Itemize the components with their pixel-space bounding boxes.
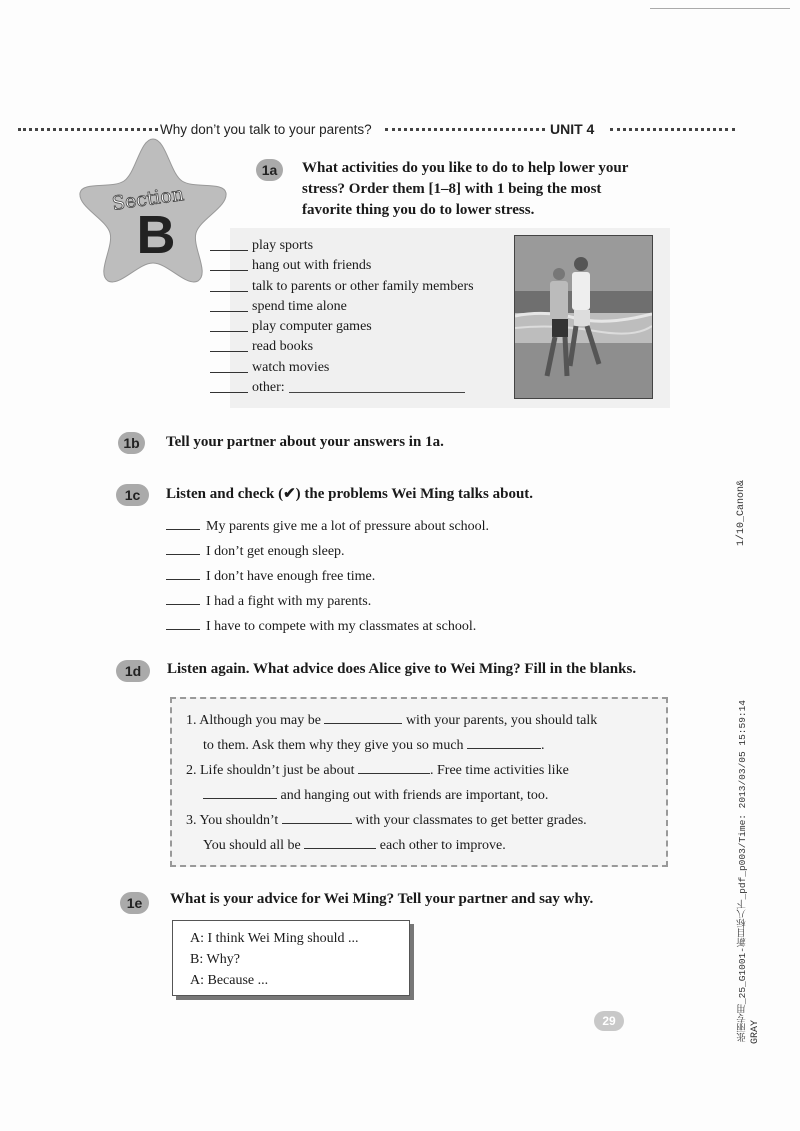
header-dots-middle bbox=[385, 128, 545, 131]
advice-text-part: each other to improve. bbox=[379, 838, 506, 853]
header-title: Why don’t you talk to your parents? bbox=[160, 122, 372, 137]
check-blank[interactable] bbox=[166, 540, 200, 555]
question-1d: Listen again. What advice does Alice give to Wei Ming? Fill in the blanks. bbox=[167, 661, 637, 677]
advice-line bbox=[186, 708, 656, 733]
section-letter: B bbox=[136, 205, 176, 265]
side-scan-label-top: 1/10_Canon& bbox=[736, 480, 747, 547]
activity-item bbox=[210, 256, 474, 276]
fill-blank[interactable] bbox=[358, 759, 430, 774]
activity-list bbox=[210, 236, 474, 398]
check-blank[interactable] bbox=[166, 590, 200, 605]
activity-item bbox=[210, 297, 474, 317]
badge-1d: 1d bbox=[116, 660, 150, 682]
question-1b: Tell your partner about your answers in 1a. bbox=[166, 434, 444, 450]
question-1c: Listen and check (✔) the problems Wei Ming talks about. bbox=[166, 486, 534, 502]
problem-item bbox=[166, 539, 489, 564]
problem-item bbox=[166, 614, 489, 639]
activity-label: other: bbox=[252, 380, 285, 396]
rank-blank[interactable] bbox=[210, 297, 248, 312]
advice-line bbox=[186, 758, 656, 783]
rank-blank[interactable] bbox=[210, 277, 248, 292]
header-dots-right bbox=[610, 128, 735, 131]
fill-blank[interactable] bbox=[324, 709, 402, 724]
advice-text-part: . bbox=[541, 738, 545, 753]
page-number: 29 bbox=[594, 1011, 624, 1031]
activity-item bbox=[210, 236, 474, 256]
advice-line bbox=[186, 733, 656, 758]
rank-blank[interactable] bbox=[210, 236, 248, 251]
advice-text-part: to them. Ask them why they give you so much bbox=[203, 738, 464, 753]
activity-label: spend time alone bbox=[252, 298, 347, 314]
check-blank[interactable] bbox=[166, 565, 200, 580]
header-unit: UNIT 4 bbox=[550, 121, 595, 137]
question-1a-line: favorite thing you do to lower stress. bbox=[302, 202, 535, 218]
advice-line bbox=[186, 808, 656, 833]
problem-item bbox=[166, 514, 489, 539]
advice-text-part: 2. Life shouldn’t just be about bbox=[186, 763, 355, 778]
badge-1b: 1b bbox=[118, 432, 145, 454]
advice-text-part: . Free time activities like bbox=[430, 763, 569, 778]
question-1e: What is your advice for Wei Ming? Tell your partner and say why. bbox=[170, 891, 594, 907]
advice-line bbox=[186, 783, 656, 808]
rank-blank[interactable] bbox=[210, 256, 248, 271]
activity-label: play computer games bbox=[252, 319, 372, 335]
scan-edge-line bbox=[650, 8, 790, 9]
advice-text-part: with your parents, you should talk bbox=[405, 713, 598, 728]
activity-item-other bbox=[210, 378, 474, 398]
fill-blank[interactable] bbox=[304, 834, 376, 849]
problem-label: I don’t have enough free time. bbox=[206, 569, 376, 584]
activity-label: read books bbox=[252, 339, 314, 355]
section-b-star-icon bbox=[78, 135, 228, 285]
question-1a-line: What activities do you like to do to help lower your bbox=[302, 160, 629, 176]
advice-text bbox=[186, 708, 656, 858]
problem-list bbox=[166, 514, 489, 639]
fill-blank[interactable] bbox=[467, 734, 541, 749]
advice-text-part: 3. You shouldn’t bbox=[186, 813, 279, 828]
activity-item bbox=[210, 277, 474, 297]
problem-label: I had a fight with my parents. bbox=[206, 594, 372, 609]
badge-1c: 1c bbox=[116, 484, 149, 506]
side-scan-label-gray: GRAY bbox=[750, 1020, 761, 1045]
advice-text-part: and hanging out with friends are important, too. bbox=[280, 788, 549, 803]
activity-item bbox=[210, 358, 474, 378]
header-dots-left bbox=[18, 128, 158, 131]
dialog-line: A: I think Wei Ming should ... bbox=[190, 931, 359, 946]
activity-label: watch movies bbox=[252, 359, 330, 375]
rank-blank[interactable] bbox=[210, 317, 248, 332]
rank-blank[interactable] bbox=[210, 358, 248, 373]
dialog-text bbox=[190, 928, 359, 991]
rank-blank[interactable] bbox=[210, 337, 248, 352]
rank-blank[interactable] bbox=[210, 378, 248, 393]
advice-text-part: 1. Although you may be bbox=[186, 713, 321, 728]
activity-item bbox=[210, 337, 474, 357]
activity-label: hang out with friends bbox=[252, 258, 372, 274]
advice-line bbox=[186, 833, 656, 858]
side-scan-label-bottom: 张丽专用_25_G1001-新目标八下_pdf_p003/Time: 2013/03/05 15:59:14 bbox=[737, 700, 748, 1043]
dialog-line: B: Why? bbox=[190, 952, 240, 967]
beach-photo bbox=[514, 235, 653, 399]
activity-label: play sports bbox=[252, 238, 314, 253]
dialog-line: A: Because ... bbox=[190, 973, 269, 988]
section-word: Section bbox=[110, 183, 186, 215]
badge-1a: 1a bbox=[256, 159, 283, 181]
advice-text-part: with your classmates to get better grades. bbox=[355, 813, 587, 828]
problem-label: I have to compete with my classmates at school. bbox=[206, 619, 477, 634]
problem-item bbox=[166, 589, 489, 614]
check-blank[interactable] bbox=[166, 515, 200, 530]
fill-blank[interactable] bbox=[203, 784, 277, 799]
question-1a bbox=[302, 158, 628, 221]
problem-label: My parents give me a lot of pressure about school. bbox=[206, 519, 490, 534]
advice-text-part: You should all be bbox=[203, 838, 301, 853]
problem-item bbox=[166, 564, 489, 589]
other-fill-line[interactable] bbox=[289, 378, 465, 393]
activity-label: talk to parents or other family members bbox=[252, 278, 474, 294]
check-blank[interactable] bbox=[166, 615, 200, 630]
problem-label: I don’t get enough sleep. bbox=[206, 544, 345, 559]
activity-item bbox=[210, 317, 474, 337]
fill-blank[interactable] bbox=[282, 809, 352, 824]
badge-1e: 1e bbox=[120, 892, 149, 914]
question-1a-line: stress? Order them [1–8] with 1 being the most bbox=[302, 181, 602, 197]
